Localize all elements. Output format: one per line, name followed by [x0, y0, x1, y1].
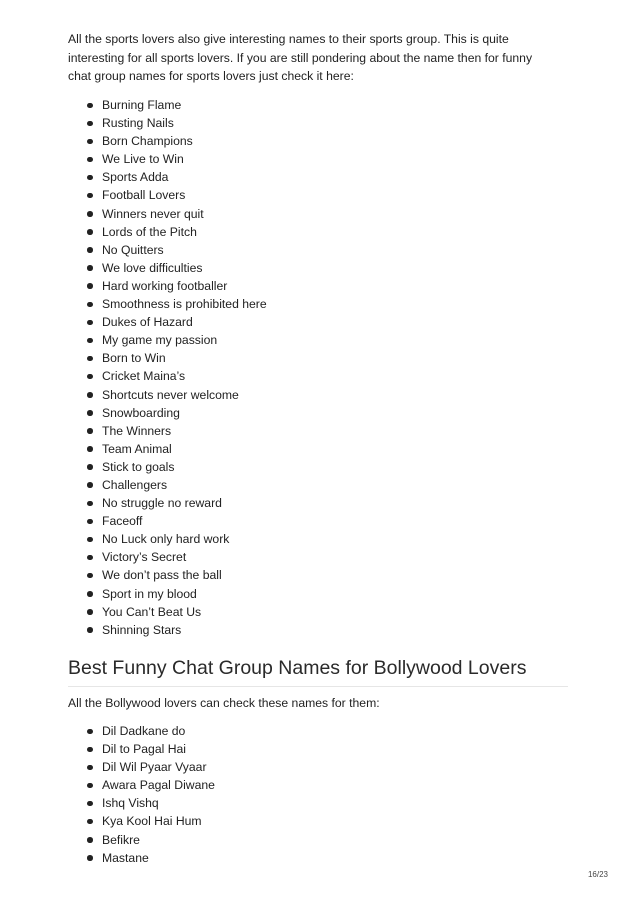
list-item-label: We love difficulties: [102, 260, 203, 275]
list-item: [86, 331, 267, 349]
bollywood-intro-paragraph: All the Bollywood lovers can check these names for them:: [68, 696, 380, 710]
sports-group-names-list: [86, 96, 267, 639]
list-item: [86, 96, 267, 114]
list-item: [86, 404, 267, 422]
list-item-label: Snowboarding: [102, 405, 180, 420]
bullet-icon: [87, 392, 93, 398]
bullet-icon: [87, 157, 93, 163]
bullet-icon: [87, 747, 93, 753]
bollywood-section-heading: Best Funny Chat Group Names for Bollywood Lovers: [68, 657, 527, 679]
list-item: [86, 114, 267, 132]
list-item-label: No Luck only hard work: [102, 532, 230, 547]
list-item: [86, 530, 267, 548]
list-item: [86, 603, 267, 621]
list-item-label: Dil to Pagal Hai: [102, 742, 186, 757]
list-item-label: Befikre: [102, 832, 140, 847]
list-item-label: The Winners: [102, 423, 172, 438]
list-item: [86, 386, 267, 404]
list-item-label: Burning Flame: [102, 98, 182, 112]
list-item-label: Lords of the Pitch: [102, 224, 197, 239]
bullet-icon: [87, 555, 93, 561]
list-item-label: Sports Adda: [102, 170, 169, 185]
list-item: [86, 494, 267, 512]
bullet-icon: [87, 229, 93, 235]
list-item-label: You Can’t Beat Us: [102, 604, 202, 619]
list-item: [86, 186, 267, 204]
bullet-icon: [87, 374, 93, 380]
list-item: [86, 367, 267, 385]
list-item: [86, 794, 215, 812]
list-item: [86, 722, 215, 740]
bullet-icon: [87, 247, 93, 253]
bullet-icon: [87, 410, 93, 416]
list-item-label: My game my passion: [102, 333, 218, 348]
bullet-icon: [87, 855, 93, 861]
bullet-icon: [87, 591, 93, 597]
list-item-label: Cricket Maina’s: [102, 369, 186, 384]
list-item: [86, 313, 267, 331]
list-item-label: Dil Dadkane do: [102, 724, 186, 738]
list-item-label: No struggle no reward: [102, 496, 222, 511]
list-item: [86, 566, 267, 584]
bullet-icon: [87, 428, 93, 434]
bullet-icon: [87, 819, 93, 825]
bullet-icon: [87, 320, 93, 326]
list-item-label: Kya Kool Hai Hum: [102, 814, 202, 829]
list-item: [86, 548, 267, 566]
bullet-icon: [87, 338, 93, 344]
bullet-icon: [87, 519, 93, 525]
list-item-label: Sport in my blood: [102, 586, 197, 601]
list-item-label: Born Champions: [102, 134, 193, 149]
list-item: [86, 241, 267, 259]
page-number: 16/23: [587, 870, 608, 879]
list-item: [86, 812, 215, 830]
list-item-label: Dil Wil Pyaar Vyaar: [102, 760, 207, 775]
list-item-label: Hard working footballer: [102, 278, 228, 293]
bullet-icon: [87, 729, 93, 735]
list-item: [86, 758, 215, 776]
list-item-label: Victory’s Secret: [102, 550, 187, 565]
list-item-label: Football Lovers: [102, 188, 186, 203]
list-item-label: Shinning Stars: [102, 622, 182, 637]
bullet-icon: [87, 446, 93, 452]
bullet-icon: [87, 609, 93, 615]
bullet-icon: [87, 537, 93, 543]
list-item-label: Winners never quit: [102, 206, 204, 221]
list-item: [86, 422, 267, 440]
sports-intro-paragraph: All the sports lovers also give interesting names to their sports group. This is quite interesting for all sports lovers. If you are still pondering about the name then for funny chat group names for sports lovers just check it here:: [68, 32, 533, 83]
list-item-label: Team Animal: [102, 441, 172, 456]
bullet-icon: [87, 302, 93, 308]
list-item-label: Stick to goals: [102, 459, 175, 474]
bullet-icon: [87, 103, 93, 109]
list-item: [86, 168, 267, 186]
bullet-icon: [87, 175, 93, 181]
list-item: [86, 150, 267, 168]
bullet-icon: [87, 211, 93, 217]
bullet-icon: [87, 501, 93, 507]
list-item-label: We don’t pass the ball: [102, 568, 222, 583]
bullet-icon: [87, 464, 93, 470]
list-item-label: Awara Pagal Diwane: [102, 778, 215, 793]
bullet-icon: [87, 765, 93, 771]
bullet-icon: [87, 482, 93, 488]
bullet-icon: [87, 193, 93, 199]
list-item: [86, 585, 267, 603]
bullet-icon: [87, 837, 93, 843]
list-item: [86, 776, 215, 794]
bullet-icon: [87, 139, 93, 145]
list-item: [86, 440, 267, 458]
bullet-icon: [87, 801, 93, 807]
list-item: [86, 740, 215, 758]
list-item: [86, 512, 267, 530]
list-item: [86, 277, 267, 295]
list-item-label: Challengers: [102, 477, 168, 492]
list-item-label: Born to Win: [102, 351, 166, 366]
list-item: [86, 831, 215, 849]
list-item-label: Ishq Vishq: [102, 796, 159, 811]
bullet-icon: [87, 627, 93, 633]
bullet-icon: [87, 265, 93, 271]
list-item: [86, 223, 267, 241]
list-item-label: No Quitters: [102, 242, 164, 257]
list-item-label: Dukes of Hazard: [102, 315, 193, 330]
list-item-label: Faceoff: [102, 514, 143, 529]
bollywood-group-names-list: [86, 722, 215, 867]
list-item: [86, 458, 267, 476]
list-item-label: Rusting Nails: [102, 116, 174, 131]
list-item: [86, 205, 267, 223]
list-item-label: We Live to Win: [102, 152, 184, 167]
list-item: [86, 621, 267, 639]
list-item: [86, 849, 215, 867]
list-item: [86, 349, 267, 367]
heading-divider: [68, 686, 568, 687]
bullet-icon: [87, 783, 93, 789]
list-item-label: Smoothness is prohibited here: [102, 297, 267, 312]
list-item: [86, 132, 267, 150]
list-item-label: Shortcuts never welcome: [102, 387, 239, 402]
bullet-icon: [87, 283, 93, 289]
bullet-icon: [87, 121, 93, 127]
bullet-icon: [87, 573, 93, 579]
list-item-label: Mastane: [102, 850, 149, 865]
bullet-icon: [87, 356, 93, 362]
list-item: [86, 476, 267, 494]
list-item: [86, 259, 267, 277]
list-item: [86, 295, 267, 313]
